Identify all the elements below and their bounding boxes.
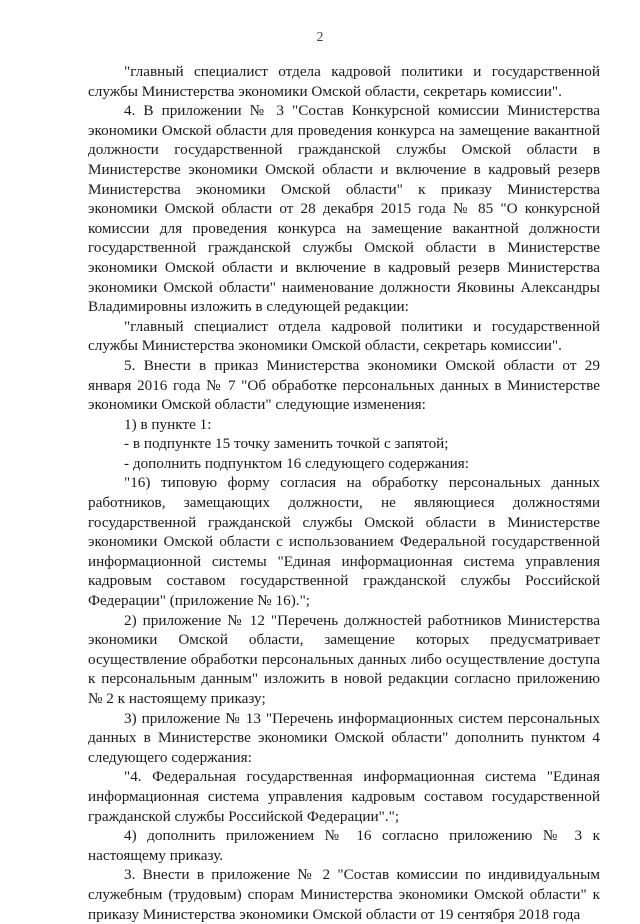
paragraph: 3. Внести в приложение № 2 "Состав комиссии по индивидуальным служебным (трудовым) спорам Министерства экономики Омской области" к приказу Министерства экономики Омской области от 19 сентября 2018 года: [88, 866, 600, 923]
paragraph: "главный специалист отдела кадровой политики и государственной службы Министерства экономики Омской области, секретарь комиссии".: [88, 63, 600, 100]
paragraph: "главный специалист отдела кадровой политики и государственной службы Министерства экономики Омской области, секретарь комиссии".: [88, 317, 600, 355]
paragraph: 4. В приложении № 3 "Состав Конкурсной комиссии Министерства экономики Омской области для проведения конкурса на замещение вакантной должности государственной гражданской службы Омской области в Министерстве экономики Омской области и включение в кадровый резерв Министерства экономики Омской области" к приказу Министерства экономики Омской области от 28 декабря 2015 года № 85 "О конкурсной комиссии для проведения конкурса на замещение вакантной должности государственной гражданской службы Омской области в Министерстве экономики Омской области и включение в кадровый резерв Министерства экономики Омской области" наименование должности Яковины Александры Владимировны изложить в следующей редакции:: [88, 102, 600, 316]
paragraph: - в подпункте 15 точку заменить точкой с запятой;: [124, 435, 449, 453]
paragraph: 3) приложение № 13 "Перечень информационных систем персональных данных в Министерстве экономики Омской области" дополнить пунктом 4 следующего содержания:: [88, 709, 600, 766]
page-number: 2: [316, 30, 324, 45]
paragraph: 2) приложение № 12 "Перечень должностей работников Министерства экономики Омской области, замещение которых предусматривает осуществление обработки персональных данных либо осуществление доступа к персональным данным" изложить в новой редакции согласно приложению № 2 к настоящему приказу;: [88, 611, 600, 707]
paragraph: "4. Федеральная государственная информационная система "Единая информационная система управления кадровым составом государственной гражданской службы Российской Федерации".";: [88, 768, 600, 825]
paragraph: - дополнить подпунктом 16 следующего содержания:: [124, 454, 469, 472]
document-body: [88, 62, 600, 924]
paragraph: 1) в пункте 1:: [124, 415, 212, 433]
paragraph: "16) типовую форму согласия на обработку персональных данных работников, замещающих должности, не являющиеся должностями государственной гражданской службы Омской области в Министерстве экономики Омской области с использованием Федеральной государственной информационной системы "Единая информационная система управления кадровым составом государственной гражданской службы Российской Федерации" (приложение № 16).";: [88, 474, 600, 610]
paragraph: 4) дополнить приложением № 16 согласно приложению № 3 к настоящему приказу.: [88, 827, 600, 864]
paragraph: 5. Внести в приказ Министерства экономики Омской области от 29 января 2016 года № 7 "Об обработке персональных данных в Министерстве экономики Омской области" следующие изменения:: [88, 356, 600, 414]
